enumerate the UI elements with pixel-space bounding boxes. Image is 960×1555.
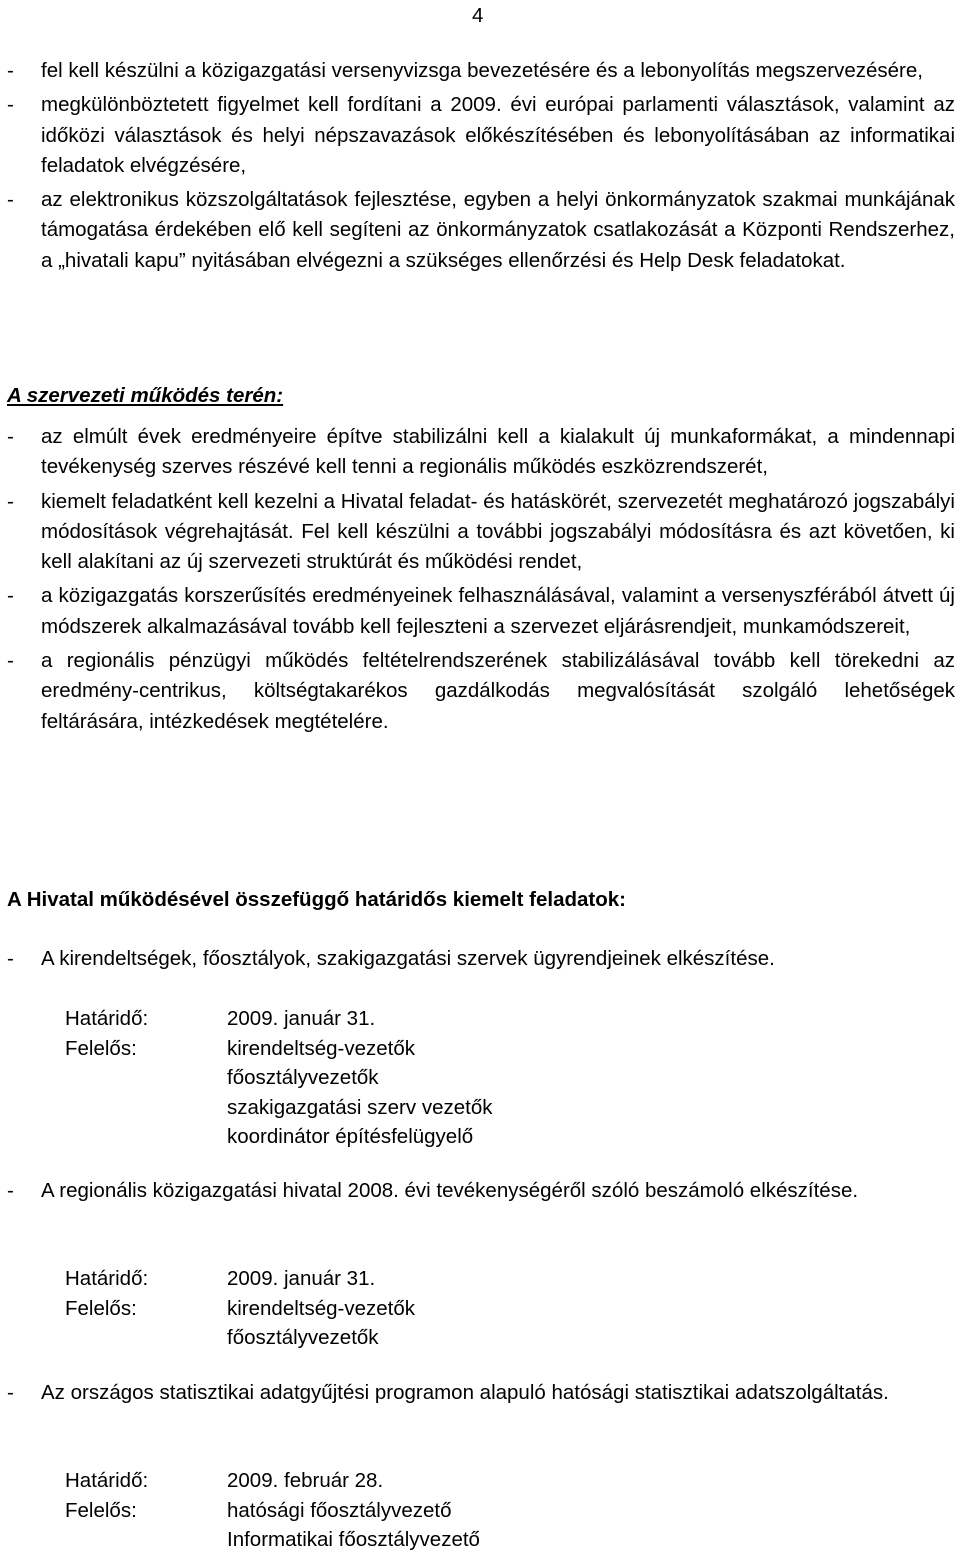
list-dash: -: [7, 947, 14, 970]
list-item: [7, 646, 955, 737]
list-item: [7, 581, 955, 642]
section-heading-deadline-tasks: [7, 885, 955, 915]
list-dash: -: [7, 425, 14, 448]
list-item-text: az elmúlt évek eredményeire építve stabilizálni kell a kialakult új munkaformákat, a mindennapi tevékenység szerves részévé kell tenni a regionális működés eszközrendszerét,: [41, 425, 955, 479]
responsible-value: szakigazgatási szerv vezetők: [227, 1095, 493, 1119]
list-item: [7, 487, 955, 578]
list-item: [7, 185, 955, 276]
deadline-label: Határidő:: [65, 1267, 149, 1290]
task-meta: [65, 1466, 480, 1555]
responsible-label: Felelős:: [65, 1036, 137, 1060]
list-dash: -: [7, 649, 14, 673]
responsible-value: kirendeltség-vezetők: [227, 1036, 416, 1060]
responsible-value: főosztályvezetők: [227, 1066, 379, 1089]
list-dash: -: [7, 93, 14, 117]
list-dash: -: [7, 188, 14, 212]
responsible-row: [65, 1496, 480, 1555]
task-item: [7, 1176, 955, 1206]
deadline-row: [65, 1264, 415, 1294]
deadline-value: 2009. január 31.: [227, 1007, 376, 1030]
section-heading-organizational: [7, 381, 955, 411]
task-meta: [65, 1004, 492, 1152]
section-heading-text: A szervezeti működés terén:: [7, 384, 284, 407]
responsible-value: koordinátor építésfelügyelő: [227, 1125, 474, 1148]
list-dash: -: [7, 1381, 14, 1404]
responsible-row: [65, 1034, 492, 1152]
list-dash: -: [7, 1179, 14, 1202]
responsible-value: főosztályvezetők: [227, 1326, 379, 1349]
page-number: 4: [472, 4, 484, 27]
list-item-text: fel kell készülni a közigazgatási versenyvizsga bevezetésére és a lebonyolítás megszervezésére,: [41, 59, 923, 82]
list-dash: -: [7, 489, 14, 513]
list-item: [7, 944, 955, 974]
list-dash: -: [7, 59, 14, 82]
task-item: [7, 1378, 955, 1408]
list-item: [7, 90, 955, 181]
task-text: A kirendeltségek, főosztályok, szakigazgatási szervek ügyrendjeinek elkészítése.: [41, 947, 775, 970]
deadline-value: 2009. január 31.: [227, 1267, 376, 1290]
deadline-label: Határidő:: [65, 1007, 149, 1030]
task-text: A regionális közigazgatási hivatal 2008. évi tevékenységéről szóló beszámoló elkészítése.: [41, 1179, 859, 1202]
list-item: [7, 422, 955, 483]
list-item-text: megkülönböztetett figyelmet kell fordítani a 2009. évi európai parlamenti választások, valamint az időközi választások és helyi népszavazások előkészítésében és lebonyolításában az informatikai feladatok elvégzésére,: [41, 93, 955, 177]
responsible-label: Felelős:: [65, 1296, 137, 1320]
deadline-row: [65, 1004, 492, 1034]
task-meta: [65, 1264, 415, 1353]
organizational-list: [7, 422, 955, 737]
list-item: [7, 56, 955, 86]
list-item-text: az elektronikus közszolgáltatások fejlesztése, egyben a helyi önkormányzatok szakmai munkájának támogatása érdekében elő kell segíteni az önkormányzatok csatlakozását a Központi Rendszerhez, a „hivatali kapu” nyitásában elvégezni a szükséges ellenőrzési és Help Desk feladatokat.: [41, 188, 955, 272]
list-dash: -: [7, 584, 14, 608]
list-item: [7, 1176, 955, 1206]
deadline-value: 2009. február 28.: [227, 1469, 384, 1492]
responsible-value: Informatikai főosztályvezető: [227, 1528, 480, 1551]
list-item-text: kiemelt feladatként kell kezelni a Hivatal feladat- és hatáskörét, szervezetét meghatározó jogszabályi módosítások végrehajtását. Fel kell készülni a további jogszabályi módosításra és azt követően, ki kell alakítani az új szervezeti struktúrát és működési rendet,: [41, 489, 955, 574]
task-item: [7, 944, 955, 974]
list-item-text: a közigazgatás korszerűsítés eredményeinek felhasználásával, valamint a versenyszférából átvett új módszerek alkalmazásával tovább kell fejleszteni a szervezet eljárásrendjeit, munkamódszereit,: [41, 584, 955, 638]
task-text: Az országos statisztikai adatgyűjtési programon alapuló hatósági statisztikai adatszolgáltatás.: [41, 1381, 889, 1404]
section-heading-text: A Hivatal működésével összefüggő határidős kiemelt feladatok:: [7, 888, 626, 911]
list-item-text: a regionális pénzügyi működés feltételrendszerének stabilizálásával tovább kell törekedni az eredmény-centrikus, költségtakarékos gazdálkodás megvalósítását szolgáló lehetőségek feltárására, intézkedések megtételére.: [41, 649, 955, 733]
intro-list: [7, 56, 955, 276]
deadline-row: [65, 1466, 480, 1496]
responsible-value: hatósági főosztályvezető: [227, 1498, 452, 1522]
list-item: [7, 1378, 955, 1408]
responsible-value: kirendeltség-vezetők: [227, 1296, 416, 1320]
deadline-label: Határidő:: [65, 1469, 149, 1492]
responsible-label: Felelős:: [65, 1498, 137, 1522]
responsible-row: [65, 1294, 415, 1353]
